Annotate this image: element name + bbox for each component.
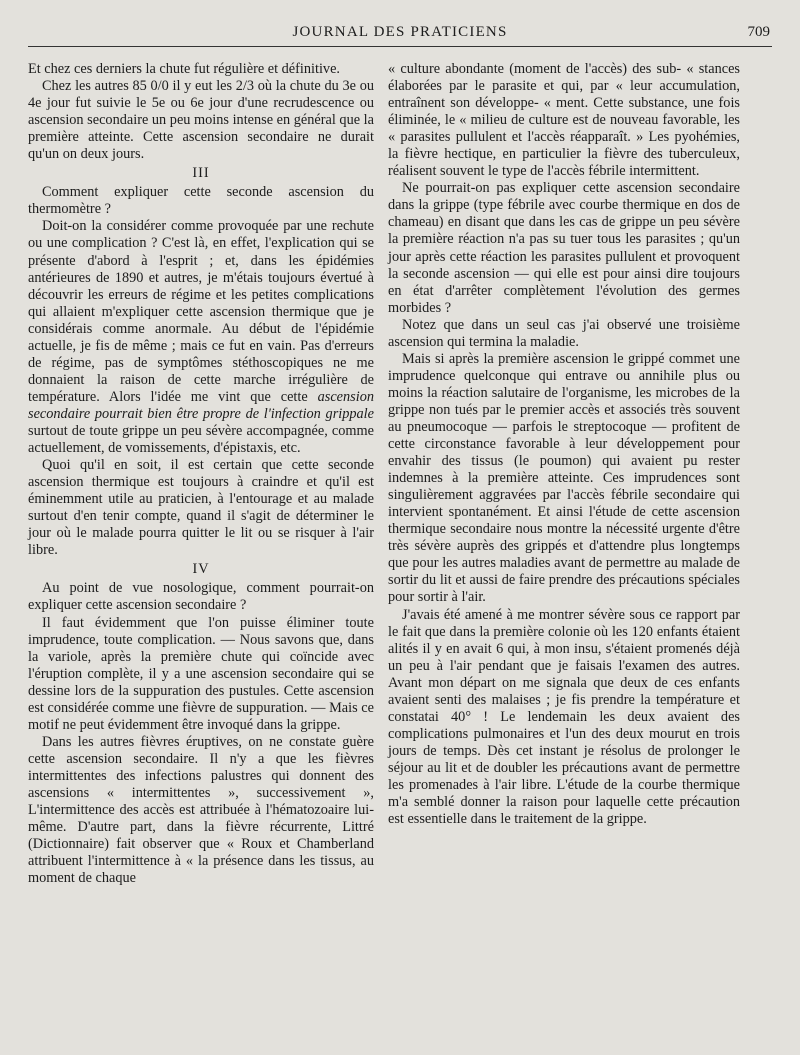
right-column (388, 61, 740, 828)
paragraph: « culture abondante (moment de l'accès) des sub- « stances élaborées par le parasite et qui, par « leur accumulation, entraînent son développe- « ment. Cette substance, une fois éliminée, le « milieu de culture est de nouveau favorable, les « parasites pullulent et l'accès réapparaît. » Les pyohémies, la fièvre hectique, en particulier la fièvre des tuberculeux, réalisent souvent le type de l'accès fébrile intermittent. (388, 61, 740, 180)
text-run: surtout de toute grippe un peu sévère accompagnée, comme actuellement, de vomissements, d'épistaxis, etc. (28, 422, 374, 457)
paragraph: Chez les autres 85 0/0 il y eut les 2/3 où la chute du 3e ou 4e jour fut suivie le 5e ou 6e jour d'une recrudescence ou ascension secondaire un peu moins intense en général que la première atteinte. Cette ascension secondaire ne durait qu'un on deux jours. (28, 78, 374, 163)
paragraph: Notez que dans un seul cas j'ai observé une troisième ascension qui termina la maladie. (388, 316, 740, 350)
paragraph: Dans les autres fièvres éruptives, on ne constate guère cette ascension secondaire. Il n'y a que les fièvres intermittentes des infections palustres qui donnent des ascensions « intermittentes », successivement », L'intermittence des accès est attribuée à l'hématozoaire lui-même. D'autre part, dans la fièvre récurrente, Littré (Dictionnaire) fait observer que « Roux et Chamberland attribuent l'intermittence à « la présence dans les tissus, au moment de chaque (28, 733, 374, 887)
section-heading-iv: IV (192, 561, 210, 578)
paragraph: Ne pourrait-on pas expliquer cette ascension secondaire dans la grippe (type fébrile avec courbe thermique en dos de chameau) en disant que dans les cas de grippe un peu sévère la première réaction n'a pas su tuer tous les parasites ; qu'un jour après cette réaction les parasites pullulent et provoquent la seconde ascension — qui elle est pour ainsi dire toujours en état d'arrêter complètement l'évolution des germes morbides ? (388, 180, 740, 316)
paragraph (28, 218, 374, 457)
page-number: 709 (747, 24, 770, 40)
journal-title: JOURNAL DES PRATICIENS (292, 24, 508, 40)
paragraph: Comment expliquer cette seconde ascension du thermomètre ? (28, 184, 374, 218)
paragraph: Mais si après la première ascension le grippé commet une imprudence quelconque qui entrave ou annihile plus ou moins la réaction salutaire de l'organisme, les microbes de la grippe non tués par le premier accès et associés très souvent au pneumocoque — parfois le streptocoque — profitent de cette circonstance favorable à leur développement pour envahir des tissus (le poumon) qui avaient pu rester indemnes à la première atteinte. Ces imprudences sont singulièrement aggravées par l'accès fébrile secondaire qui intervient spontanément. Et ainsi l'étude de cette ascension thermique secondaire nous montre la nécessité urgente d'être très sévère auprès des grippés et d'attendre plus longtemps que pour les autres maladies avant de permettre au malade de sortir du lit et aussi de faire prendre des précautions spéciales pour sortir à l'air. (388, 350, 740, 606)
paragraph: Il faut évidemment que l'on puisse éliminer toute imprudence, toute complication. — Nous savons que, dans la variole, après la première chute qui coïncide avec l'éruption complète, il y a une ascension secondaire qui se dessine lors de la suppuration des pustules. Cette ascension est considérée comme une fièvre de suppuration. — Mais ce motif ne peut évidemment être invoqué dans la grippe. (28, 614, 374, 733)
running-header (28, 20, 772, 42)
paragraph: J'avais été amené à me montrer sévère sous ce rapport par le fait que dans la première colonie où les 120 enfants étaient alités il y en avait 6 qui, à mon insu, s'étaient promenés déjà un peu à l'air pendant que je faisais l'examen des autres. Avant mon départ on me signala que deux de ces enfants avaient senti des malaises ; je fis prendre la température et constatai 40° ! Le lendemain les deux avaient des complications pulmonaires et l'un des deux mourut en trois jours de temps. Dès cet instant je résolus de prolonger le séjour au lit et de doubler les précautions avant de permettre les promenades à l'air libre. L'étude de la courbe thermique m'a semblé donner la raison pour laquelle cette précaution est essentielle dans le traitement de la grippe. (388, 606, 740, 828)
paragraph: Et chez ces derniers la chute fut régulière et définitive. (28, 61, 340, 77)
header-rule (28, 46, 772, 47)
section-heading-iii: III (192, 165, 210, 182)
emphasis-text: ascension secondaire pourrait bien être propre de l'infection grippale (28, 388, 374, 422)
left-column (28, 61, 374, 887)
paragraph: Au point de vue nosologique, comment pourrait-on expliquer cette ascension secondaire ? (28, 580, 374, 614)
text-run: Doit-on la considérer comme provoquée par une rechute ou une complication ? C'est là, en effet, l'explication qui se présente d'abord à l'esprit ; et, dans les épidémies antérieures de 1890 et autres, je m'étais toujours évertué à découvrir les erreurs de régime et les petites complications qui allaient m'expliquer cette ascension thermique que je considérais comme anormale. Au début de l'épidémie actuelle, je fis de même ; mais ce fut en vain. Pas d'erreurs de régime, pas de symptômes stéthoscopiques ne me donnaient la raison de cette marche irrégulière de température. Alors l'idée me vint que cette (28, 218, 374, 405)
paragraph: Quoi qu'il en soit, il est certain que cette seconde ascension thermique est toujours à craindre et qu'il est éminemment utile au praticien, à l'entourage et au malade surtout d'en tenir compte, quand il s'agit de déterminer le jour où le malade pourra quitter le lit ou se risquer à l'air libre. (28, 457, 374, 559)
